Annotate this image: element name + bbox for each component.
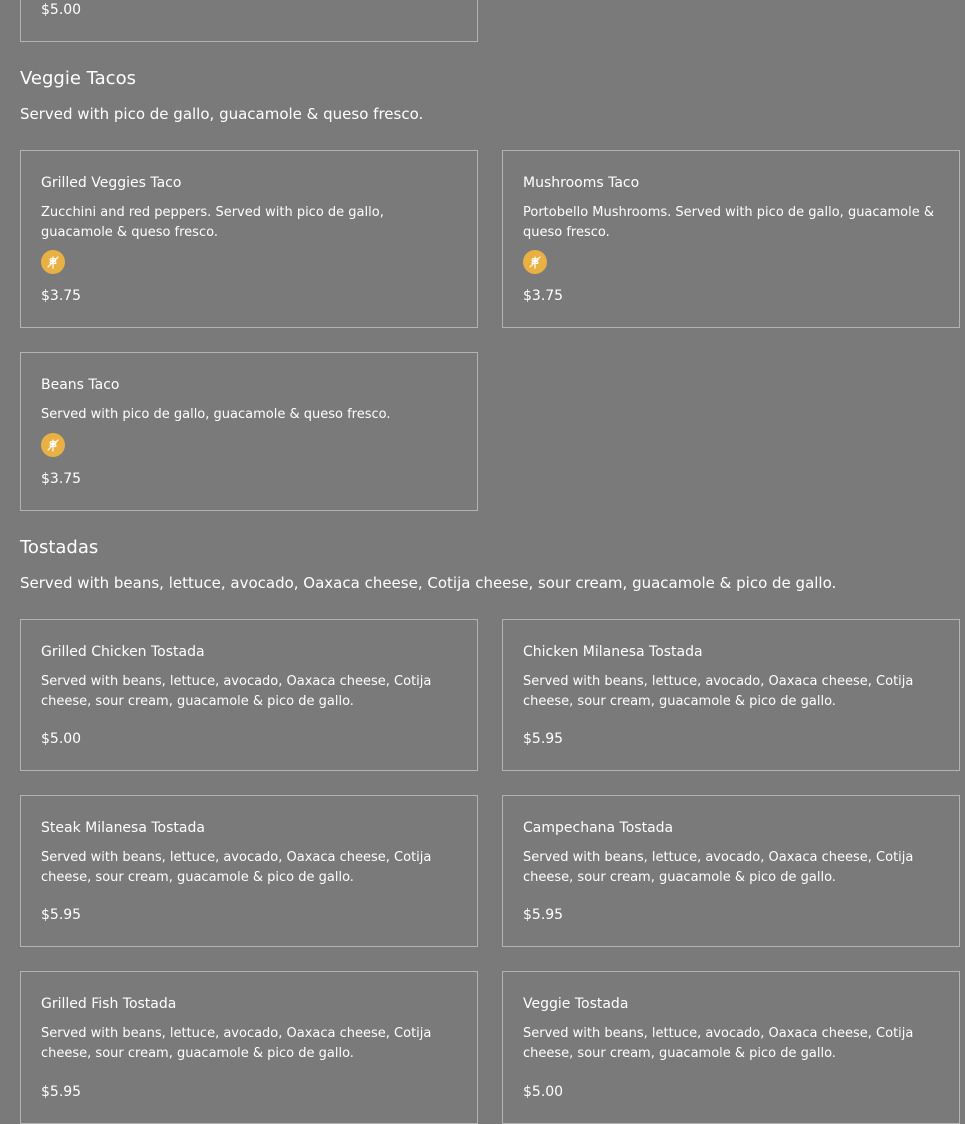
item-price: $5.00 [41,731,82,747]
item-description: Served with beans, lettuce, avocado, Oaxaca cheese, Cotija cheese, sour cream, guacamole & pico de gallo. [523,1026,914,1061]
menu-item-card[interactable] [20,150,478,328]
item-description: Served with beans, lettuce, avocado, Oaxaca cheese, Cotija cheese, sour cream, guacamole & pico de gallo. [41,850,432,885]
item-price: $5.95 [523,907,564,923]
item-name: Mushrooms Taco [523,175,640,191]
item-description: Zucchini and red peppers. Served with pico de gallo, guacamole & queso fresco. [41,205,384,240]
item-price: $5.95 [41,1084,82,1100]
item-name: Grilled Fish Tostada [41,996,177,1012]
item-price: $5.95 [523,731,564,747]
section-title-veggie-tacos: Veggie Tacos [20,68,136,89]
section-description-veggie-tacos: Served with pico de gallo, guacamole & queso fresco. [20,105,424,123]
item-description: Portobello Mushrooms. Served with pico de gallo, guacamole & queso fresco. [523,205,935,240]
menu-item-card[interactable] [502,795,960,947]
item-price: $5.00 [523,1084,564,1100]
menu-item-card[interactable] [502,619,960,771]
item-price: $3.75 [41,288,82,304]
section-title-tostadas: Tostadas [20,537,99,558]
item-name: Grilled Chicken Tostada [41,644,205,660]
item-price: $5.00 [41,2,82,18]
item-description: Served with beans, lettuce, avocado, Oaxaca cheese, Cotija cheese, sour cream, guacamole & pico de gallo. [523,674,914,709]
item-name: Campechana Tostada [523,820,674,836]
item-price: $3.75 [41,471,82,487]
item-name: Beans Taco [41,377,120,393]
menu-item-card[interactable] [20,795,478,947]
menu-item-card[interactable] [20,971,478,1124]
item-description: Served with beans, lettuce, avocado, Oaxaca cheese, Cotija cheese, sour cream, guacamole & pico de gallo. [523,850,914,885]
item-name: Veggie Tostada [523,996,629,1012]
menu-item-card[interactable] [20,352,478,511]
item-price: $5.95 [41,907,82,923]
item-description: Served with beans, lettuce, avocado, Oaxaca cheese, Cotija cheese, sour cream, guacamole & pico de gallo. [41,674,432,709]
vegetarian-wheat-icon [41,433,65,457]
vegetarian-wheat-icon [41,250,65,274]
vegetarian-wheat-icon [523,250,547,274]
menu-item-card[interactable] [502,150,960,328]
item-price: $3.75 [523,288,564,304]
menu-item-card-previous[interactable] [20,0,478,42]
item-name: Steak Milanesa Tostada [41,820,205,836]
item-description: Served with beans, lettuce, avocado, Oaxaca cheese, Cotija cheese, sour cream, guacamole & pico de gallo. [41,1026,432,1061]
item-name: Chicken Milanesa Tostada [523,644,703,660]
item-name: Grilled Veggies Taco [41,175,182,191]
menu-item-card[interactable] [502,971,960,1124]
menu-item-card[interactable] [20,619,478,771]
item-description: Served with pico de gallo, guacamole & queso fresco. [41,407,391,422]
section-description-tostadas: Served with beans, lettuce, avocado, Oaxaca cheese, Cotija cheese, sour cream, guacamole & pico de gallo. [20,574,837,592]
